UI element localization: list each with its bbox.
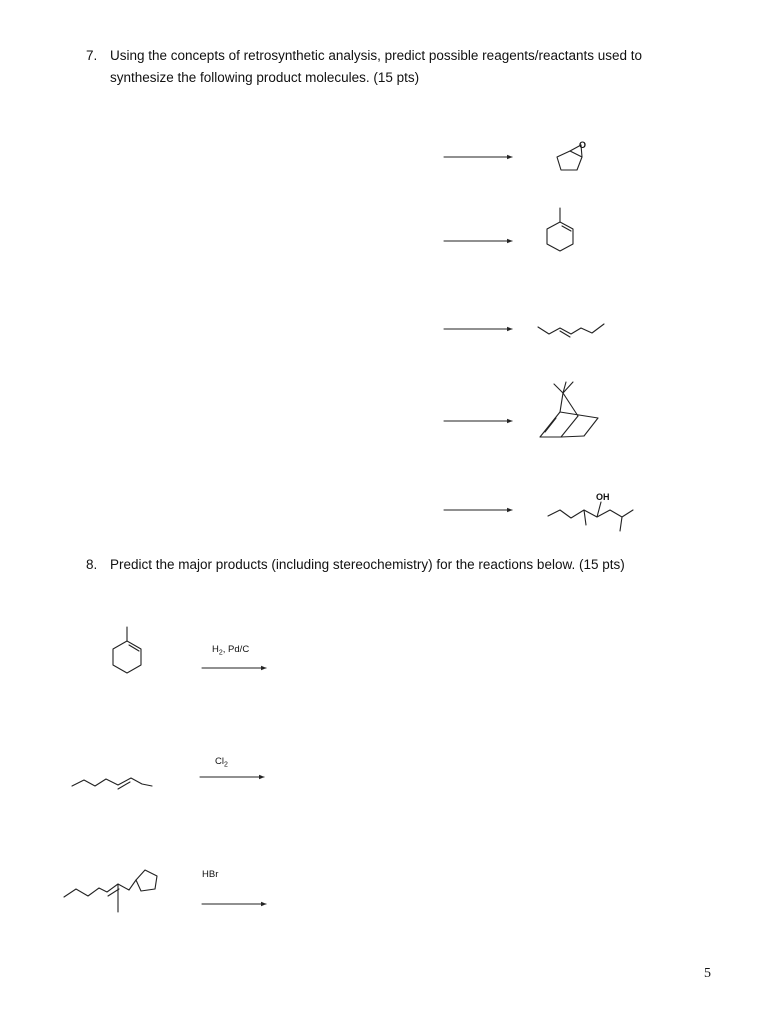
- epoxide-oxygen-label: O: [579, 140, 587, 150]
- reactant-cyclopentyl-alkene-molecule: [64, 870, 157, 912]
- question-8-text-line1: Predict the major products (including stereochemistry) for the reactions below. (15 pts): [110, 557, 625, 572]
- page-number: 5: [704, 966, 711, 981]
- reagent-1: $H_2$, Pd/C: [212, 644, 250, 657]
- oh-label: OH: [596, 492, 610, 502]
- reactant-alkene-chain-molecule: [72, 778, 152, 789]
- product-methylcyclohexene-molecule: [547, 208, 573, 251]
- product-alkene-chain-molecule: [538, 324, 604, 337]
- reactant-methylcyclohexene-molecule: [113, 627, 141, 673]
- reagent-3: HBr: [202, 869, 219, 880]
- question-7-text-line2: synthesize the following product molecules. (15 pts): [110, 70, 420, 85]
- reagent-2: $Cl_2$: [215, 756, 228, 769]
- product-bicyclic-molecule: [540, 382, 598, 437]
- question-8-number: 8.: [86, 557, 98, 572]
- question-7-text-line1: Using the concepts of retrosynthetic analysis, predict possible reagents/reactants used to: [110, 48, 643, 63]
- product-alcohol-molecule: [548, 502, 633, 531]
- question-7-number: 7.: [86, 48, 98, 63]
